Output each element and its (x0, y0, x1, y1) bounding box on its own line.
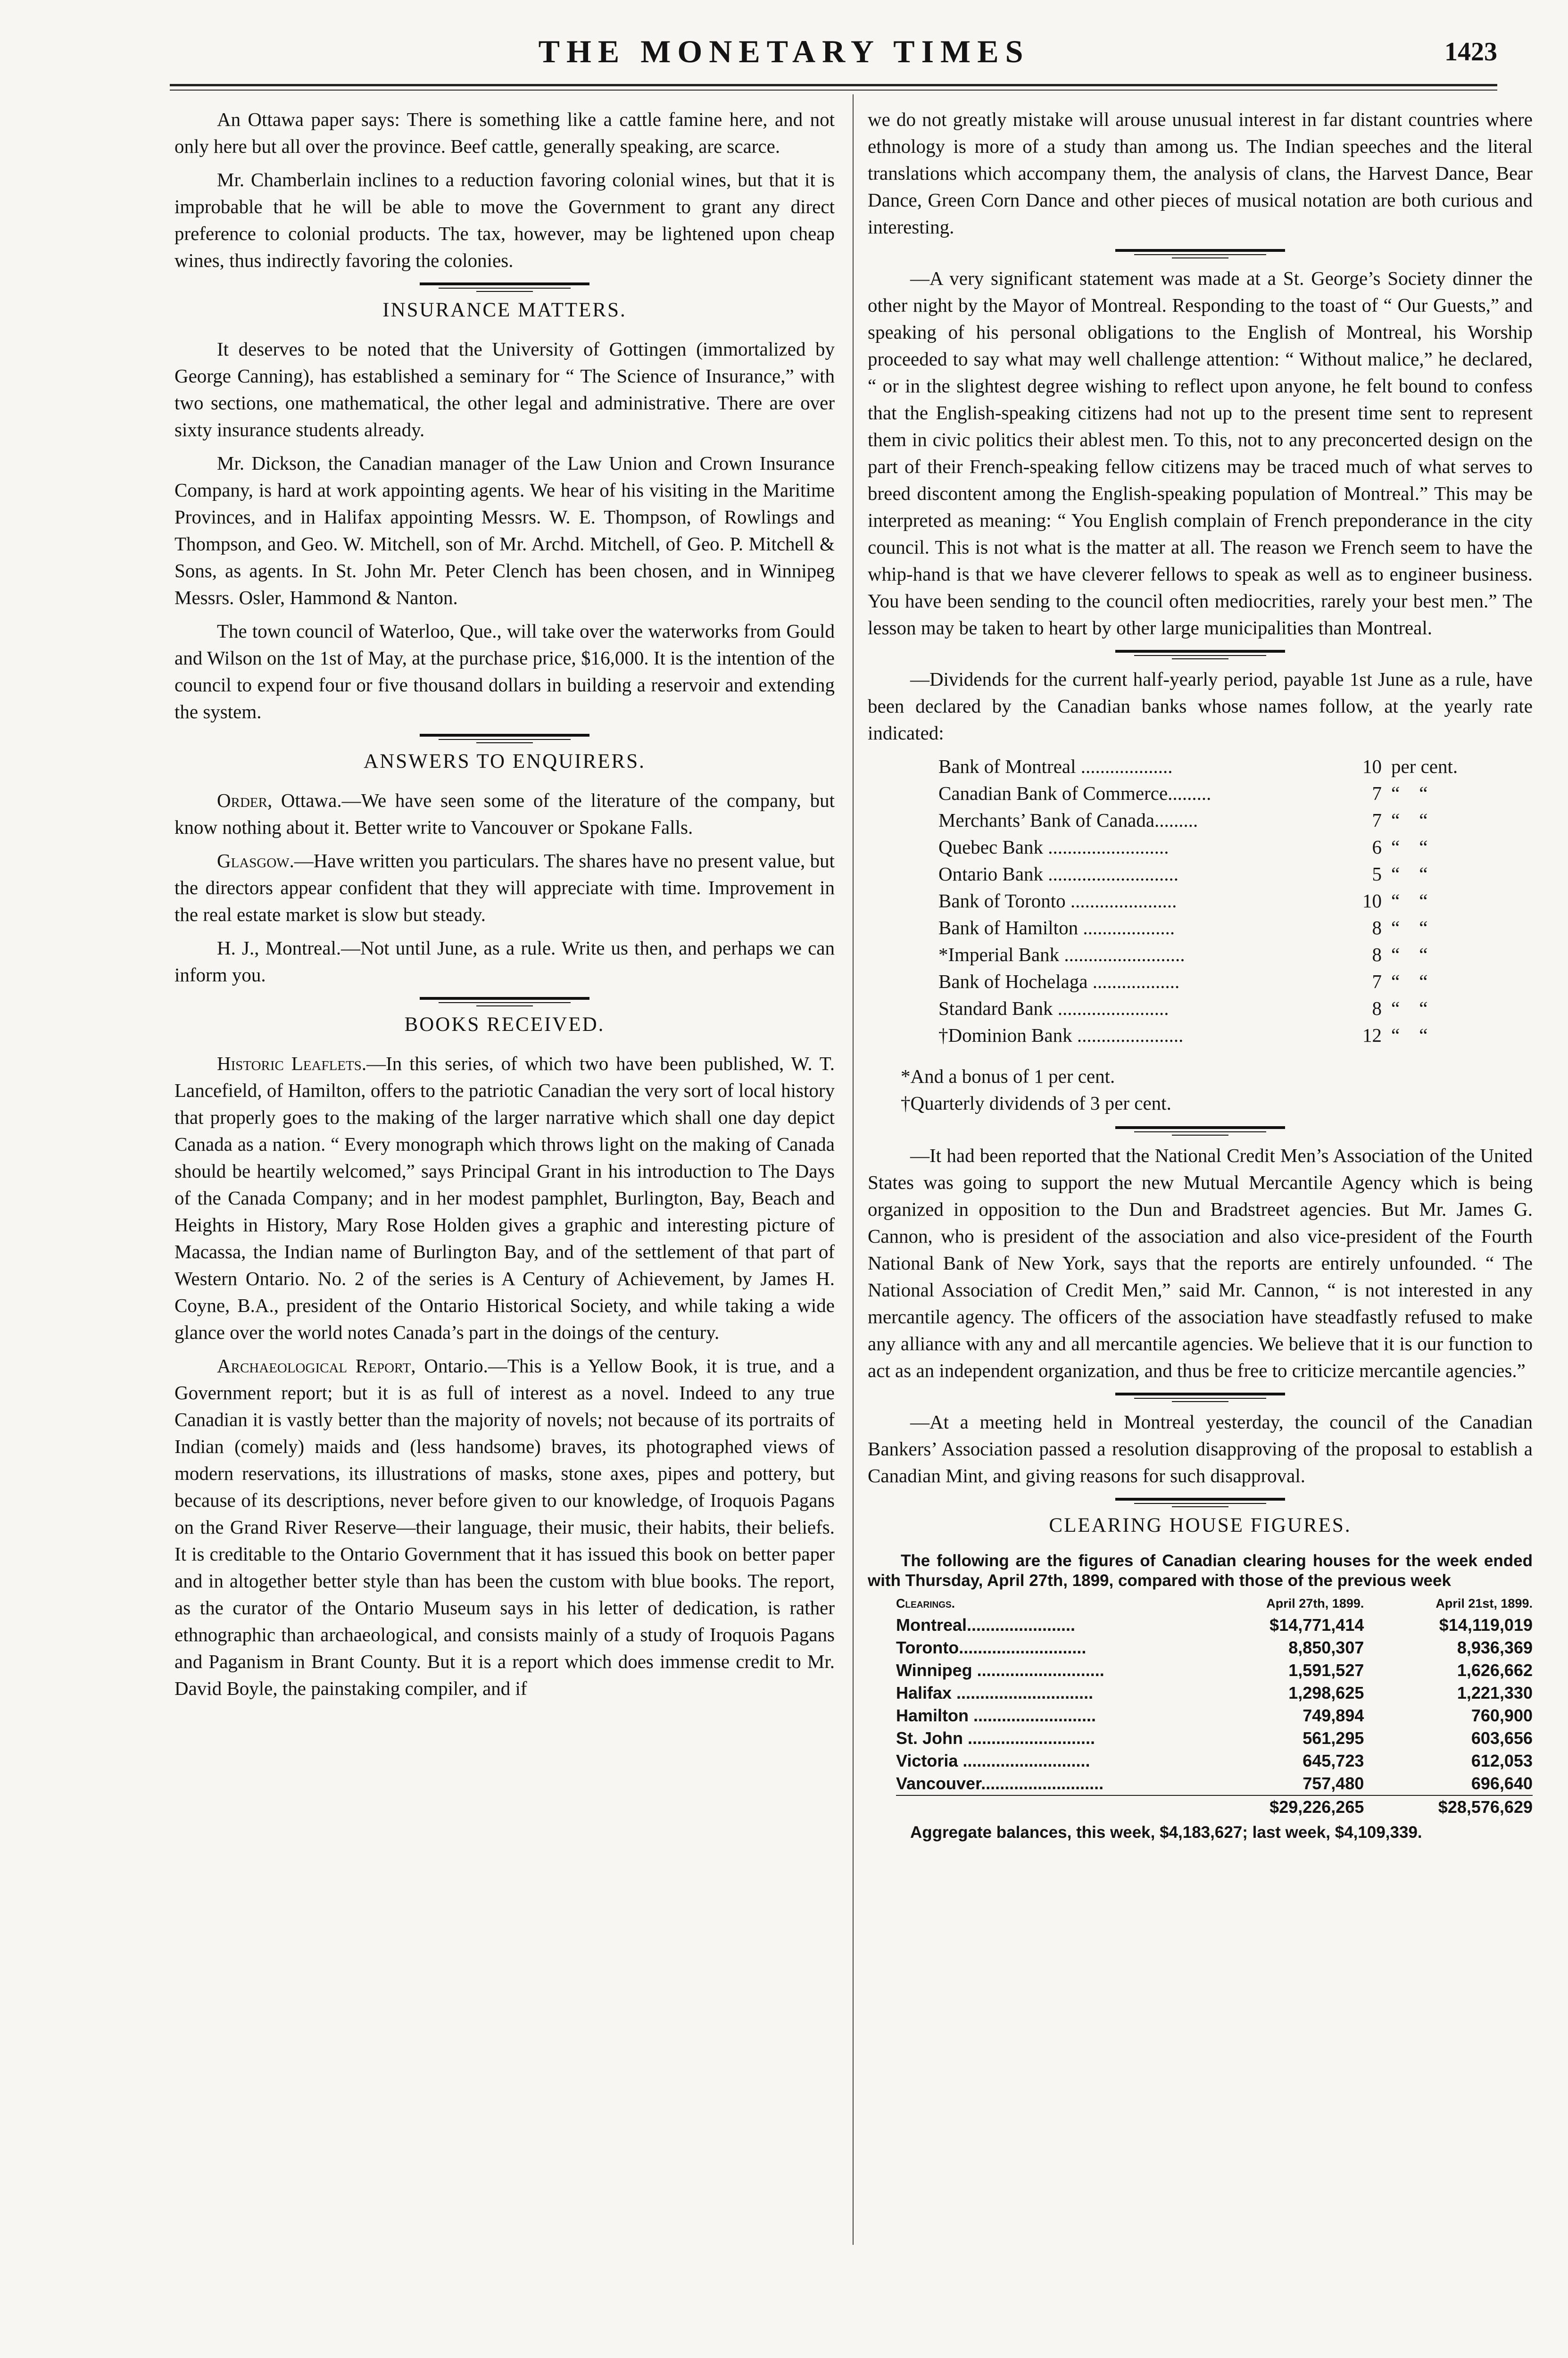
rate: 8 (1372, 944, 1382, 965)
section-heading: CLEARING HOUSE FIGURES. (1049, 1514, 1352, 1536)
paragraph-text: —Have written you particulars. The shares have no present value, but the directors appear confident that they will appreciate with time. Improvement in the real estate market is slow but steady. (174, 850, 835, 925)
last-week: 696,640 (1471, 1774, 1533, 1793)
last-week: 760,900 (1471, 1706, 1533, 1725)
rate: 6 (1372, 836, 1382, 858)
list-item (938, 753, 1533, 780)
lead-in: Glasgow. (217, 850, 294, 872)
city: Hamilton .......................... (896, 1706, 1096, 1725)
paragraph (174, 935, 835, 988)
city: St. John ........................... (896, 1728, 1095, 1748)
ornament-rule (1115, 1498, 1285, 1507)
list-item (938, 941, 1533, 968)
table-row (896, 1750, 1533, 1772)
paragraph-text: Montreal.—Not until June, as a rule. Write us then, and perhaps we can inform you. (174, 937, 835, 986)
bank-name: Merchants’ Bank of Canada......... (938, 809, 1198, 831)
paragraph: It deserves to be noted that the University of Gottingen (immortalized by George Canning), has established a seminary for “ The Science of Insurance,” with two sections, one mathematical, the other legal and administrative. There are over sixty insurance students already. (174, 338, 835, 440)
this-week: 1,298,625 (1288, 1683, 1364, 1702)
this-week: $14,771,414 (1269, 1615, 1364, 1635)
list-item (938, 888, 1533, 914)
aggregate-balances: Aggregate balances, this week, $4,183,627; last week, $4,109,339. (910, 1823, 1422, 1842)
bank-name: Bank of Toronto ...................... (938, 890, 1177, 912)
footnotes (901, 1063, 1533, 1117)
paragraph: —At a meeting held in Montreal yesterday, the council of the Canadian Bankers’ Association passed a resolution disapproving of the proposal to establish a Canadian Mint, and giving reasons for such disapproval. (868, 1411, 1533, 1486)
ornament-rule (1115, 650, 1285, 659)
bank-name: Bank of Hamilton ................... (938, 917, 1175, 938)
last-week: 1,626,662 (1457, 1661, 1533, 1680)
ornament-rule (420, 734, 589, 743)
rate-unit: “ “ (1391, 890, 1428, 912)
lead-in: Archaeological Report, (217, 1355, 416, 1377)
bank-name: Bank of Hochelaga .................. (938, 971, 1180, 992)
list-item (938, 861, 1533, 888)
paragraph: Mr. Dickson, the Canadian manager of the Law Union and Crown Insurance Company, is hard at work appointing agents. We hear of his visiting in the Maritime Provinces, and in Halifax appointing Messrs. W. E. Thompson, of Rowlings and Thompson, and Geo. W. Mitchell, son of Mr. Archd. Mitchell, of Geo. P. Mitchell & Sons, as agents. In St. John Mr. Peter Clench has been chosen, and in Winnipeg Messrs. Osler, Hammond & Nanton. (174, 452, 835, 608)
footnote: †Quarterly dividends of 3 per cent. (901, 1092, 1171, 1114)
dividend-list (938, 753, 1533, 1049)
this-week: 757,480 (1303, 1774, 1364, 1793)
ornament-rule (1115, 1393, 1285, 1402)
table-header (896, 1596, 1533, 1614)
paragraph (174, 847, 835, 928)
rate-unit: “ “ (1391, 836, 1428, 858)
paragraph: we do not greatly mistake will arouse unusual interest in far distant countries where ethnology is more of a study than among us. The Indian speeches and the literal translations which accompany them, the analysis of clans, the Harvest Dance, Bear Dance, Green Corn Dance and other pieces of musical notation are both curious and interesting. (868, 108, 1533, 238)
rate: 7 (1372, 809, 1382, 831)
bank-name: †Dominion Bank ...................... (938, 1024, 1184, 1046)
table-row (896, 1727, 1533, 1750)
rate: 5 (1372, 863, 1382, 885)
this-week: 561,295 (1303, 1728, 1364, 1748)
total-this-week: $29,226,265 (1226, 1795, 1364, 1818)
this-week: 749,894 (1303, 1706, 1364, 1725)
rate-unit: “ “ (1391, 997, 1428, 1019)
paragraph (174, 1050, 835, 1346)
left-column (174, 106, 835, 1709)
header-rule (170, 84, 1497, 86)
rate: 7 (1372, 971, 1382, 992)
section-heading: BOOKS RECEIVED. (404, 1013, 605, 1036)
last-week: 603,656 (1471, 1728, 1533, 1748)
rate: 10 (1362, 756, 1382, 777)
ornament-rule (1115, 249, 1285, 258)
paragraph: Mr. Chamberlain inclines to a reduction favoring colonial wines, but that it is improbable that he will be able to move the Government to grant any direct preference to colonial products. The tax, however, may be lightened upon cheap wines, thus indirectly favoring the colonies. (174, 169, 835, 271)
city: Winnipeg ........................... (896, 1661, 1104, 1680)
city: Victoria ........................... (896, 1751, 1090, 1770)
city: Montreal....................... (896, 1615, 1076, 1635)
table-row (896, 1614, 1533, 1636)
header-rule-thin (170, 90, 1497, 91)
paragraph-text: Ontario.—This is a Yellow Book, it is true, and a Government report; but it is as full of interest as a novel. Indeed to any true Canadian it is vastly better than the majority of novels; not because of its portraits of Indian (comely) maids and (less handsome) braves, its photographed views of modern reservations, its illustrations of masks, stone axes, pipes and pottery, but because of its descriptions, never before given to our knowledge, of Iroquois Pagans on the Grand River Reserve—their language, their music, their habits, their beliefs. It is creditable to the Ontario Government that it has issued this book on better paper and in altogether better style than has been the custom with blue books. The report, as the curator of the Ontario Museum says in his letter of dedication, is rather ethnographic than archaeological, and consists mainly of a study of Iroquois Pagans and Paganism in Brant County. But it is a report which does immense credit to Mr. David Boyle, the painstaking compiler, and if (174, 1355, 835, 1699)
rate: 8 (1372, 997, 1382, 1019)
ornament-rule (420, 282, 589, 292)
ornament-rule (1115, 1126, 1285, 1136)
rate-unit: “ “ (1391, 809, 1428, 831)
this-week: 8,850,307 (1288, 1638, 1364, 1657)
paragraph: An Ottawa paper says: There is something like a cattle famine here, and not only here but all over the province. Beef cattle, generally speaking, are scarce. (174, 108, 835, 157)
bank-name: *Imperial Bank ......................... (938, 944, 1185, 965)
page-title: THE MONETARY TIMES (538, 33, 1030, 69)
last-week: $14,119,019 (1439, 1615, 1533, 1635)
table-row (896, 1704, 1533, 1727)
rate: 8 (1372, 917, 1382, 938)
paragraph (174, 787, 835, 841)
rate-unit: “ “ (1391, 782, 1428, 804)
last-week: 612,053 (1471, 1751, 1533, 1770)
bank-name: Quebec Bank ......................... (938, 836, 1169, 858)
list-item (938, 780, 1533, 807)
column-header: April 21st, 1899. (1435, 1596, 1533, 1611)
city: Toronto........................... (896, 1638, 1087, 1657)
lead-in: H. J., (217, 937, 259, 959)
list-item (938, 914, 1533, 941)
table-row (896, 1682, 1533, 1704)
paragraph: —It had been reported that the National Credit Men’s Association of the United States was going to support the new Mutual Mercantile Agency which is being organized in opposition to the Dun and Bradstreet agencies. But Mr. James G. Cannon, who is president of the association and also vice-president of the Fourth National Bank of New York, says that the reports are entirely unfounded. “ The National Association of Credit Men,” said Mr. Cannon, “ is not interested in any mercantile agency. The officers of the association have steadfastly refused to make any alliance with any and all mercantile agencies. We believe that it is our function to act as an independent organization, and thus be free to criticize mercantile agencies.” (868, 1145, 1533, 1381)
city: Halifax ............................. (896, 1683, 1094, 1702)
list-item (938, 968, 1533, 995)
paragraph: The town council of Waterloo, Que., will take over the waterworks from Gould and Wilson on the 1st of May, at the purchase price, $16,000. It is the intention of the council to expend four or five thousand dollars in building a reservoir and extending the system. (174, 620, 835, 722)
bank-name: Standard Bank ....................... (938, 997, 1169, 1019)
list-item (938, 995, 1533, 1022)
paragraph (174, 1353, 835, 1702)
rate-unit: “ “ (1391, 944, 1428, 965)
table-row (896, 1772, 1533, 1795)
totals-row (896, 1795, 1533, 1818)
section-heading: ANSWERS TO ENQUIRERS. (364, 750, 646, 772)
last-week: 8,936,369 (1457, 1638, 1533, 1657)
page-number: 1423 (1444, 37, 1497, 66)
bank-name: Canadian Bank of Commerce......... (938, 782, 1211, 804)
ornament-rule (420, 997, 589, 1006)
list-item (938, 807, 1533, 834)
paragraph-text: Ottawa.—We have seen some of the literature of the company, but know nothing about it. Better write to Vancouver or Spokane Falls. (174, 789, 835, 838)
total-last-week: $28,576,629 (1364, 1795, 1533, 1818)
table-row (896, 1659, 1533, 1682)
paragraph-text: —In this series, of which two have been published, W. T. Lancefield, of Hamilton, offers to the patriotic Canadian the very sort of local history that properly goes to the making of the larger narrative which shall one day depict Canada as a nation. “ Every monograph which throws light on the making of Canada should be heartily welcomed,” says Principal Grant in his introduction to The Days of the Canada Company; and in her modest pamphlet, Burlington, Bay, Beach and Heights in History, Mary Rose Holden gives a graphic and interesting picture of Macassa, the Indian name of Burlington Bay, and of the settlement of that part of Western Ontario. No. 2 of the series is A Century of Achievement, by James H. Coyne, B.A., president of the Ontario Historical Society, and while taking a wide glance over the world notes Canada’s part in the doings of the century. (174, 1053, 835, 1343)
rate: 10 (1362, 890, 1382, 912)
totals-label (896, 1795, 1226, 1818)
this-week: 1,591,527 (1288, 1661, 1364, 1680)
rate: 7 (1372, 782, 1382, 804)
city: Vancouver.......................... (896, 1774, 1104, 1793)
clearing-intro: The following are the figures of Canadian clearing houses for the week ended with Thursday, April 27th, 1899, compared with those of the previous week (868, 1552, 1533, 1590)
column-header: April 27th, 1899. (1266, 1596, 1364, 1611)
column-divider (853, 94, 854, 2245)
paragraph: —A very significant statement was made at a St. George’s Society dinner the other night by the Mayor of Montreal. Responding to the toast of “ Our Guests,” and speaking of his personal obligations to the English of Montreal, his Worship proceeded to say what may well challenge attention: “ Without malice,” he declared, “ or in the slightest degree wishing to reflect upon anyone, he felt bound to confess that the English-speaking citizens had not up to the present time sent to represent them in civic politics their ablest men. To this, not to any preconcerted design on the part of their French-speaking fellow citizens may be traced much of what serves to breed discontent among the English-speaking population of Montreal.” This may be interpreted as meaning: “ You English complain of French preponderance in the city council. This is not what is the matter at all. The reason we French seem to have the whip-hand is that we have cleverer fellows to speak as well as to engineer business. You have been sending to the council often mediocrities, rarely your best men.” The lesson may be taken to heart by other large municipalities than Montreal. (868, 267, 1533, 639)
lead-in: Historic Leaflets. (217, 1053, 367, 1074)
rate-unit: “ “ (1391, 1024, 1428, 1046)
rate-unit: “ “ (1391, 863, 1428, 885)
section-heading: INSURANCE MATTERS. (382, 299, 627, 321)
last-week: 1,221,330 (1457, 1683, 1533, 1702)
list-item (938, 834, 1533, 861)
paragraph: —Dividends for the current half-yearly period, payable 1st June as a rule, have been declared by the Canadian banks whose names follow, at the yearly rate indicated: (868, 668, 1533, 744)
bank-name: Bank of Montreal ................... (938, 756, 1173, 777)
rate-unit: “ “ (1391, 917, 1428, 938)
clearing-table (896, 1596, 1533, 1818)
lead-in: Order, (217, 789, 273, 811)
table-row (896, 1636, 1533, 1659)
column-header: Clearings. (896, 1596, 955, 1611)
rate: 12 (1362, 1024, 1382, 1046)
rate-unit: per cent. (1391, 756, 1458, 777)
footnote: *And a bonus of 1 per cent. (901, 1065, 1115, 1087)
this-week: 645,723 (1303, 1751, 1364, 1770)
list-item (938, 1022, 1533, 1049)
rate-unit: “ “ (1391, 971, 1428, 992)
bank-name: Ontario Bank ........................... (938, 863, 1179, 885)
right-column (868, 106, 1533, 1842)
